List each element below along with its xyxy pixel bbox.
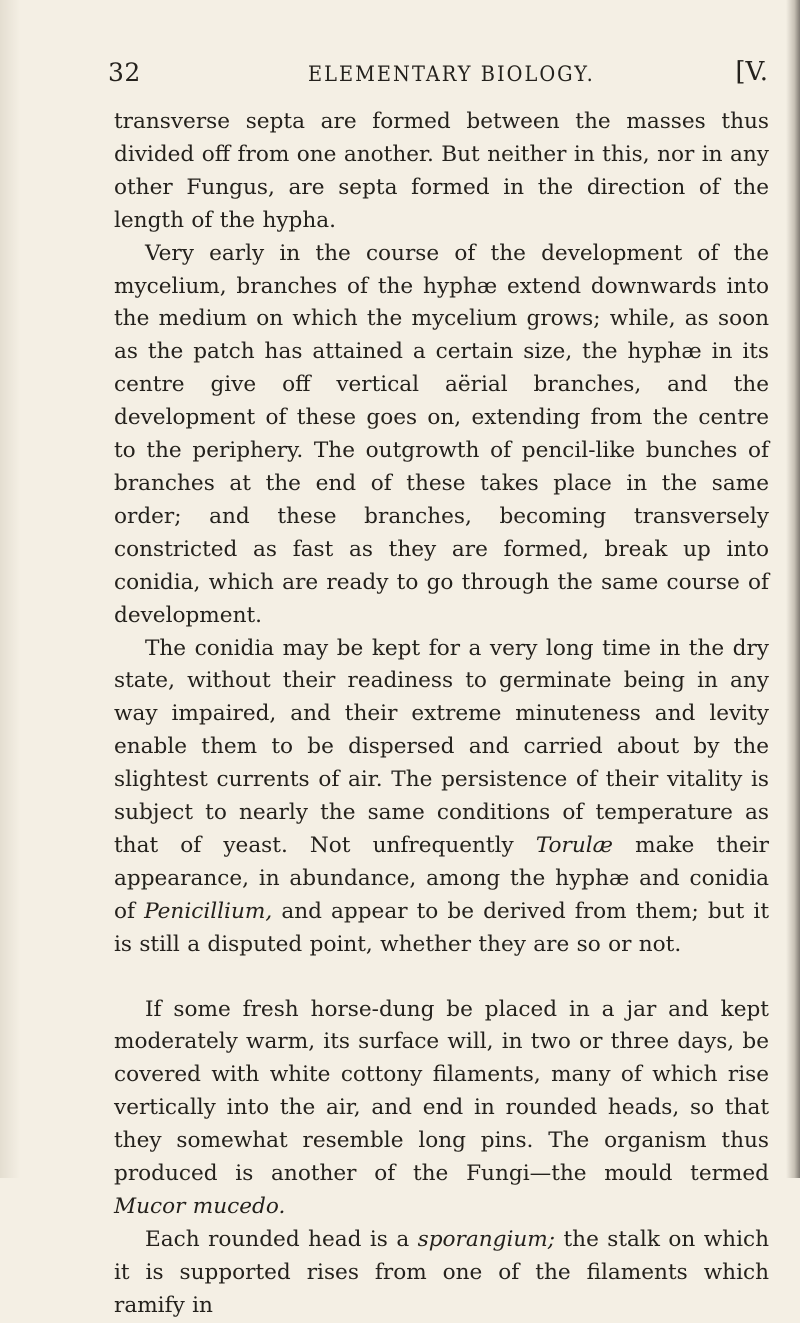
paragraph-4-text-a: If some fresh horse-dung be placed in a jar and kept moderately warm, its surface will, in two or three days, be covered with white cottony filaments, many of which rise vertically into the air, and end in rounded heads, so that they somewhat resemble long pins. The organism thus produced is another of the Fungi—the mould termed — [114, 996, 769, 1187]
paragraph-2 — [114, 238, 769, 633]
page-header — [108, 58, 768, 94]
term-penicillium: Penicillium, — [144, 898, 273, 924]
page-number: 32 — [108, 58, 141, 87]
body-text — [114, 106, 769, 1323]
paragraph-4 — [114, 994, 769, 1224]
paragraph-2-text: Very early in the course of the development of the mycelium, branches of the hyphæ extend downwards into the medium on which the mycelium grows; while, as soon as the patch has attained a certain size, the hyphæ in its centre give off vertical aërial branches, and the development of these goes on, extending from the centre to the periphery. The outgrowth of pencil-like bunches of branches at the end of these takes place in the same order; and these branches, becoming transversely constricted as fast as they are formed, break up into conidia, which are ready to go through the same course of development. — [114, 240, 769, 628]
paragraph-5 — [114, 1224, 769, 1323]
paragraph-3-text-b: make their appearance, in abundance, among the hyphæ and conidia of — [114, 832, 769, 924]
running-title: ELEMENTARY BIOLOGY. — [308, 62, 595, 86]
page-binding-shadow — [786, 0, 800, 1178]
term-mucor-mucedo: Mucor mucedo. — [114, 1194, 286, 1219]
paragraph-3-text-c: and appear to be derived from them; but it is still a disputed point, whether they are so or not. — [114, 898, 770, 957]
term-sporangium: sporangium; — [417, 1226, 556, 1252]
paragraph-1 — [114, 106, 769, 238]
paragraph-3-text-a: The conidia may be kept for a very long time in the dry state, without their readiness to germinate being in any way impaired, and their extreme minuteness and levity enable them to be dispersed and carried about by the slightest currents of air. The persistence of their vitality is subject to nearly the same conditions of temperature as that of yeast. Not unfrequently — [114, 635, 769, 858]
section-marker: [V. — [735, 57, 768, 87]
page-left-shading — [0, 0, 20, 1178]
paragraph-1-text: transverse septa are formed between the masses thus divided off from one another. But neither in this, nor in any other Fungus, are septa formed in the direction of the length of the hypha. — [114, 109, 769, 233]
paragraph-5-text-b: the stalk on which it is supported rises from one of the filaments which ramify in — [114, 1226, 769, 1318]
term-torulae: Torulæ — [535, 832, 613, 858]
paragraph-3 — [114, 633, 769, 962]
paragraph-5-text-a: Each rounded head is a — [145, 1226, 418, 1252]
